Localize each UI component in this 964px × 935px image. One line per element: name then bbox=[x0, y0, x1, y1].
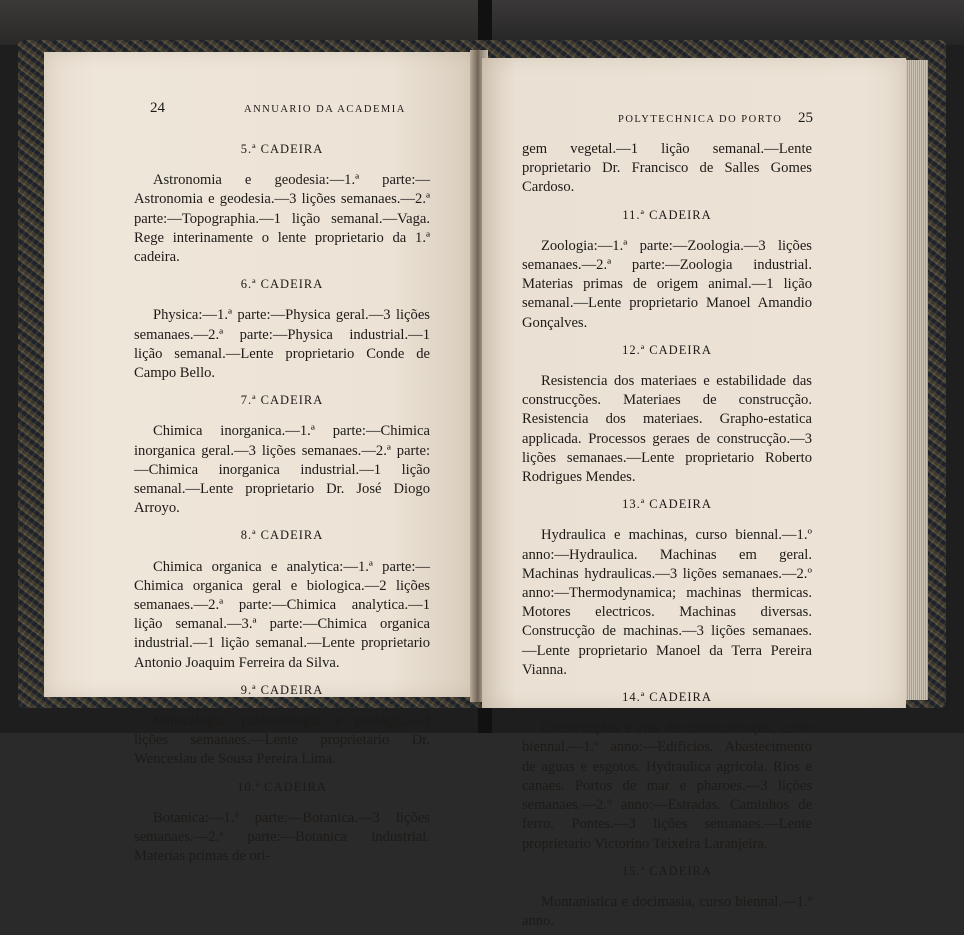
chair-heading-15: 15.ª CADEIRA bbox=[622, 863, 712, 878]
right-page bbox=[482, 58, 906, 930]
chair-text-5: Astronomia e geodesia:—1.ª parte:—Astronomia e geodesia.—3 lições semanaes.—2.ª parte:—Topographia.—1 lição semanal.—Vaga. Rege interinamente o lente proprietario da 1.ª cadeira. bbox=[134, 172, 430, 266]
right-page-number: 25 bbox=[798, 110, 813, 126]
right-page-text bbox=[522, 140, 812, 935]
chair-text-9: Mineralogia; paleontologia e geologia.—3 lições semanaes.—Lente proprietario Dr. Wenceslau de Sousa Pereira Lima. bbox=[134, 713, 430, 768]
background-right-strip bbox=[490, 0, 964, 45]
chair-heading-13: 13.ª CADEIRA bbox=[622, 497, 712, 512]
chair-heading-8: 8.ª CADEIRA bbox=[240, 528, 324, 543]
left-page bbox=[44, 52, 476, 865]
page-edges bbox=[906, 60, 928, 700]
left-running-head: ANNUARIO DA ACADEMIA bbox=[244, 104, 406, 115]
chair-text-12: Resistencia dos materiaes e estabilidade das construcções. Materiaes de construcção. Resistencia dos materiaes. Grapho-estatica applicada. Processos geraes de construcção.—3 lições semanaes.—Lente proprietario Roberto Rodrigues Mendes. bbox=[522, 373, 812, 486]
chair-heading-6: 6.ª CADEIRA bbox=[240, 277, 324, 292]
chair-heading-5: 5.ª CADEIRA bbox=[240, 142, 324, 156]
chair-text-14: Construcções e vias de communicação, curso biennal.—1.º anno:—Edificios. Abastecimento de aguas e esgotos. Hydraulica agricola. Rios e canaes. Portos de mar e pharoes.—3 lições semanaes.—2.º anno:—Estradas. Caminhos de ferro. Pontes.—3 lições semanaes.—Lente proprietario Victorino Teixeira Laranjeira. bbox=[522, 720, 812, 852]
right-running-head: POLYTECHNICA DO PORTO bbox=[618, 114, 783, 125]
chair-heading-7: 7.ª CADEIRA bbox=[240, 393, 324, 408]
chair-text-10: Botanica:—1.ª parte:—Botanica.—3 lições semanaes.—2.ª parte:—Botanica industrial. Materias primas de ori- bbox=[134, 809, 430, 865]
chair-text-13: Hydraulica e machinas, curso biennal.—1.º anno:—Hydraulica. Machinas em geral. Machinas hydraulicas.—3 lições semanaes.—2.º anno:—Thermodynamica; machinas thermicas. Motores electricos. Machinas diversas. Construcção de machinas.—3 lições semanaes.—Lente proprietario Manoel da Terra Pereira Vianna. bbox=[522, 527, 812, 678]
chair-heading-9: 9.ª CADEIRA bbox=[240, 682, 324, 697]
background-left-strip bbox=[0, 0, 480, 45]
left-page-header bbox=[44, 100, 476, 120]
chair-text-7: Chimica inorganica.—1.ª parte:—Chimica inorganica geral.—3 lições semanaes.—2.ª parte:—Chimica inorganica industrial.—1 lição semanal.—Lente proprietario Dr. José Diogo Arroyo. bbox=[134, 423, 430, 517]
chair-heading-12: 12.ª CADEIRA bbox=[622, 342, 712, 357]
left-page-number: 24 bbox=[150, 100, 165, 116]
right-page-header bbox=[482, 106, 906, 126]
chair-text-6: Physica:—1.ª parte:—Physica geral.—3 lições semanaes.—2.ª parte:—Physica industrial.—1 lição semanal.—Lente proprietario Conde de Campo Bello. bbox=[134, 307, 430, 382]
chair-text-11: Zoologia:—1.ª parte:—Zoologia.—3 lições semanaes.—2.ª parte:—Zoologia industrial. Materias primas de origem animal.—1 lição semanal.—Lente proprietario Manoel Amandio Gonçalves. bbox=[522, 237, 812, 331]
chair-heading-11: 11.ª CADEIRA bbox=[622, 207, 712, 222]
chair-heading-10: 10.ª CADEIRA bbox=[237, 779, 327, 794]
left-page-text bbox=[134, 132, 430, 871]
chair-heading-14: 14.ª CADEIRA bbox=[622, 690, 712, 705]
chair-text-15: Montanistica e docimasia, curso biennal.—1.º anno. bbox=[522, 893, 812, 930]
continuation-text: gem vegetal.—1 lição semanal.—Lente proprietario Dr. Francisco de Salles Gomes Cardoso. bbox=[522, 141, 812, 196]
chair-text-8: Chimica organica e analytica:—1.ª parte:—Chimica organica geral e biologica.—2 lições semanaes.—2.ª parte:—Chimica analytica.—1 lição semanal.—3.ª parte:—Chimica organica industrial.—1 lição semanal.—Lente proprietario Antonio Joaquim Ferreira da Silva. bbox=[134, 558, 430, 671]
